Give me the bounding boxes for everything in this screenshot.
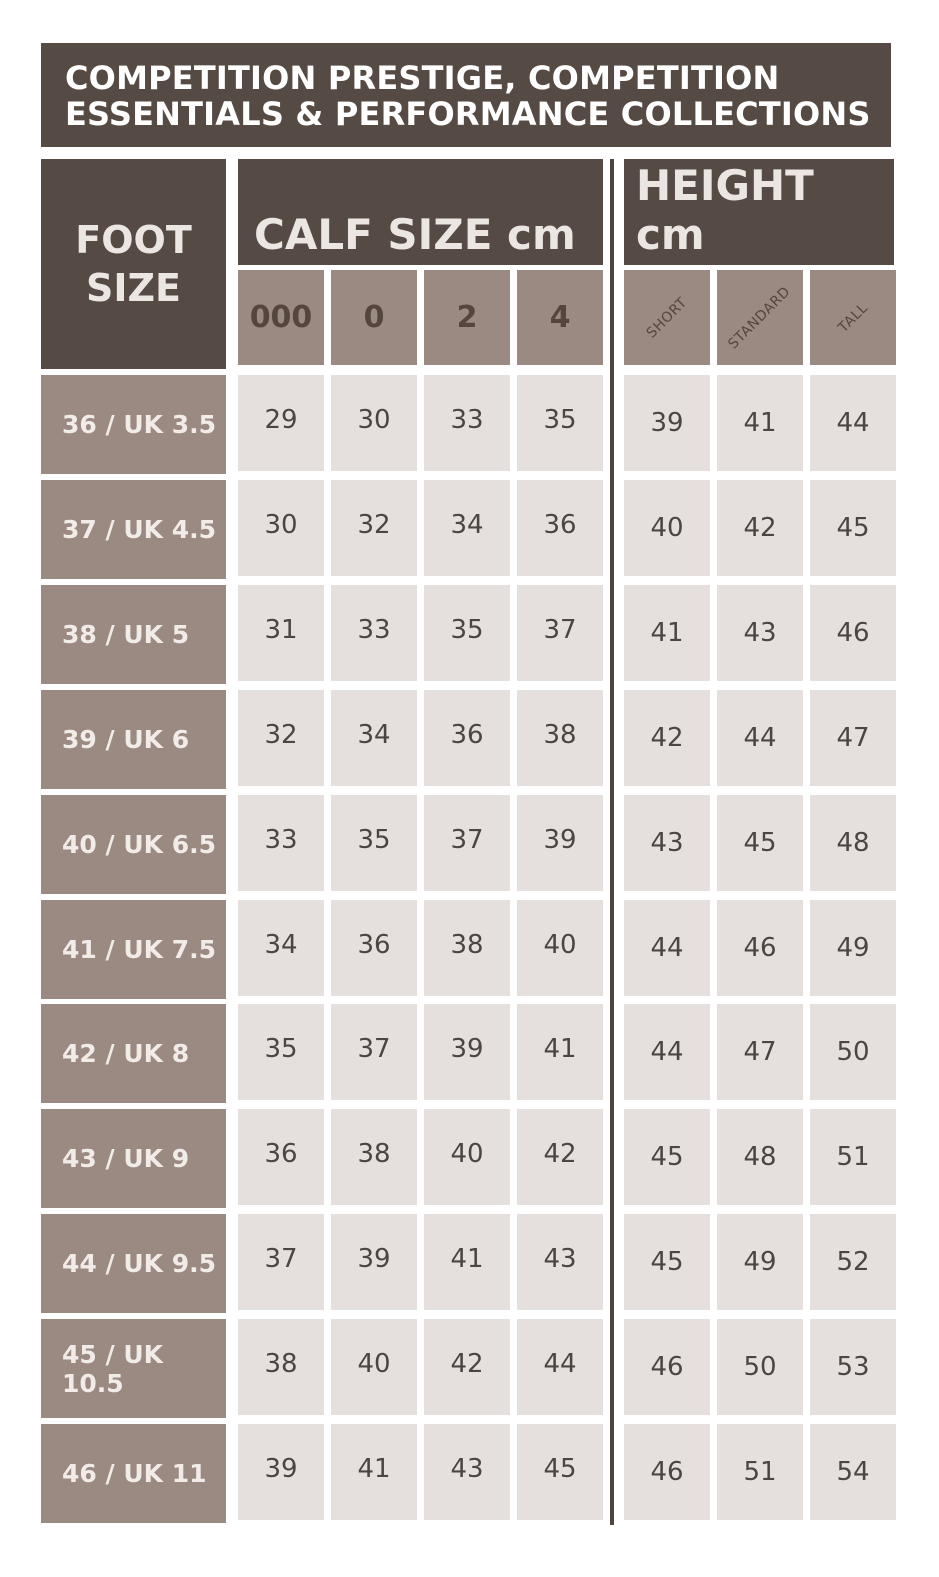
height-header: HEIGHT cm bbox=[624, 159, 894, 265]
height-value-cell: 52 bbox=[810, 1214, 896, 1310]
calf-value-cell: 37 bbox=[238, 1214, 324, 1310]
calf-value-cell: 41 bbox=[517, 1004, 603, 1100]
height-column-label: SHORT bbox=[643, 294, 691, 341]
height-value-cell: 49 bbox=[717, 1214, 803, 1310]
height-value-cell: 48 bbox=[810, 795, 896, 891]
foot-size-cell: 42 / UK 8 bbox=[41, 1004, 226, 1103]
height-value-cell: 51 bbox=[810, 1109, 896, 1205]
height-value-cell: 54 bbox=[810, 1424, 896, 1520]
calf-value-cell: 36 bbox=[517, 480, 603, 576]
calf-value-cell: 37 bbox=[331, 1004, 417, 1100]
calf-value-cell: 35 bbox=[517, 375, 603, 471]
calf-value-cell: 43 bbox=[424, 1424, 510, 1520]
height-value-cell: 44 bbox=[624, 900, 710, 996]
foot-size-header-line-2: SIZE bbox=[85, 266, 182, 310]
calf-value-cell: 39 bbox=[331, 1214, 417, 1310]
calf-value-cell: 41 bbox=[331, 1424, 417, 1520]
calf-value-cell: 42 bbox=[517, 1109, 603, 1205]
calf-value-cell: 35 bbox=[238, 1004, 324, 1100]
height-value-cell: 41 bbox=[717, 375, 803, 471]
calf-value-cell: 34 bbox=[331, 690, 417, 786]
height-value-cell: 39 bbox=[624, 375, 710, 471]
calf-value-cell: 33 bbox=[238, 795, 324, 891]
title-line-1: COMPETITION PRESTIGE, COMPETITION bbox=[65, 59, 780, 97]
foot-size-cell: 38 / UK 5 bbox=[41, 585, 226, 684]
page-title bbox=[41, 43, 891, 147]
height-value-cell: 44 bbox=[717, 690, 803, 786]
height-value-cell: 44 bbox=[810, 375, 896, 471]
height-value-cell: 49 bbox=[810, 900, 896, 996]
calf-value-cell: 41 bbox=[424, 1214, 510, 1310]
calf-value-cell: 31 bbox=[238, 585, 324, 681]
height-value-cell: 46 bbox=[810, 585, 896, 681]
calf-value-cell: 30 bbox=[238, 480, 324, 576]
calf-value-cell: 40 bbox=[517, 900, 603, 996]
height-value-cell: 50 bbox=[717, 1319, 803, 1415]
height-value-cell: 43 bbox=[624, 795, 710, 891]
height-value-cell: 42 bbox=[717, 480, 803, 576]
height-column-header bbox=[810, 270, 896, 365]
calf-value-cell: 35 bbox=[424, 585, 510, 681]
calf-value-cell: 30 bbox=[331, 375, 417, 471]
foot-size-cell: 43 / UK 9 bbox=[41, 1109, 226, 1208]
height-value-cell: 44 bbox=[624, 1004, 710, 1100]
calf-value-cell: 36 bbox=[238, 1109, 324, 1205]
height-value-cell: 45 bbox=[717, 795, 803, 891]
foot-size-cell: 41 / UK 7.5 bbox=[41, 900, 226, 999]
foot-size-header-line-1: FOOT bbox=[75, 218, 192, 262]
calf-value-cell: 45 bbox=[517, 1424, 603, 1520]
height-value-cell: 46 bbox=[717, 900, 803, 996]
calf-value-cell: 33 bbox=[331, 585, 417, 681]
calf-value-cell: 35 bbox=[331, 795, 417, 891]
calf-value-cell: 34 bbox=[424, 480, 510, 576]
calf-value-cell: 36 bbox=[331, 900, 417, 996]
height-value-cell: 53 bbox=[810, 1319, 896, 1415]
height-value-cell: 51 bbox=[717, 1424, 803, 1520]
calf-value-cell: 32 bbox=[331, 480, 417, 576]
height-column-header bbox=[624, 270, 710, 365]
calf-value-cell: 32 bbox=[238, 690, 324, 786]
calf-value-cell: 33 bbox=[424, 375, 510, 471]
calf-value-cell: 34 bbox=[238, 900, 324, 996]
height-value-cell: 40 bbox=[624, 480, 710, 576]
calf-value-cell: 37 bbox=[517, 585, 603, 681]
height-value-cell: 46 bbox=[624, 1424, 710, 1520]
calf-value-cell: 39 bbox=[238, 1424, 324, 1520]
foot-size-cell: 44 / UK 9.5 bbox=[41, 1214, 226, 1313]
height-value-cell: 42 bbox=[624, 690, 710, 786]
foot-size-header bbox=[41, 159, 226, 369]
height-value-cell: 45 bbox=[624, 1214, 710, 1310]
column-divider bbox=[610, 159, 614, 1525]
calf-value-cell: 37 bbox=[424, 795, 510, 891]
calf-value-cell: 42 bbox=[424, 1319, 510, 1415]
foot-size-cell: 39 / UK 6 bbox=[41, 690, 226, 789]
calf-size-column-header: 2 bbox=[424, 270, 510, 365]
calf-value-cell: 36 bbox=[424, 690, 510, 786]
height-value-cell: 41 bbox=[624, 585, 710, 681]
calf-value-cell: 38 bbox=[424, 900, 510, 996]
calf-size-column-header: 000 bbox=[238, 270, 324, 365]
foot-size-cell: 36 / UK 3.5 bbox=[41, 375, 226, 474]
calf-value-cell: 38 bbox=[238, 1319, 324, 1415]
foot-size-cell: 46 / UK 11 bbox=[41, 1424, 226, 1523]
calf-value-cell: 40 bbox=[424, 1109, 510, 1205]
calf-size-header: CALF SIZE cm bbox=[238, 159, 603, 265]
calf-value-cell: 44 bbox=[517, 1319, 603, 1415]
height-value-cell: 43 bbox=[717, 585, 803, 681]
calf-size-column-header: 0 bbox=[331, 270, 417, 365]
height-value-cell: 48 bbox=[717, 1109, 803, 1205]
calf-value-cell: 29 bbox=[238, 375, 324, 471]
height-value-cell: 45 bbox=[810, 480, 896, 576]
calf-value-cell: 39 bbox=[424, 1004, 510, 1100]
height-value-cell: 47 bbox=[810, 690, 896, 786]
height-value-cell: 50 bbox=[810, 1004, 896, 1100]
calf-value-cell: 40 bbox=[331, 1319, 417, 1415]
calf-value-cell: 39 bbox=[517, 795, 603, 891]
height-column-label: STANDARD bbox=[725, 283, 795, 352]
foot-size-cell: 37 / UK 4.5 bbox=[41, 480, 226, 579]
height-value-cell: 46 bbox=[624, 1319, 710, 1415]
foot-size-cell: 40 / UK 6.5 bbox=[41, 795, 226, 894]
height-column-header bbox=[717, 270, 803, 365]
title-line-2: ESSENTIALS & PERFORMANCE COLLECTIONS bbox=[65, 95, 871, 133]
height-value-cell: 47 bbox=[717, 1004, 803, 1100]
calf-value-cell: 38 bbox=[517, 690, 603, 786]
calf-size-column-header: 4 bbox=[517, 270, 603, 365]
calf-value-cell: 38 bbox=[331, 1109, 417, 1205]
height-value-cell: 45 bbox=[624, 1109, 710, 1205]
foot-size-cell: 45 / UK 10.5 bbox=[41, 1319, 226, 1418]
calf-value-cell: 43 bbox=[517, 1214, 603, 1310]
height-column-label: TALL bbox=[835, 299, 871, 336]
